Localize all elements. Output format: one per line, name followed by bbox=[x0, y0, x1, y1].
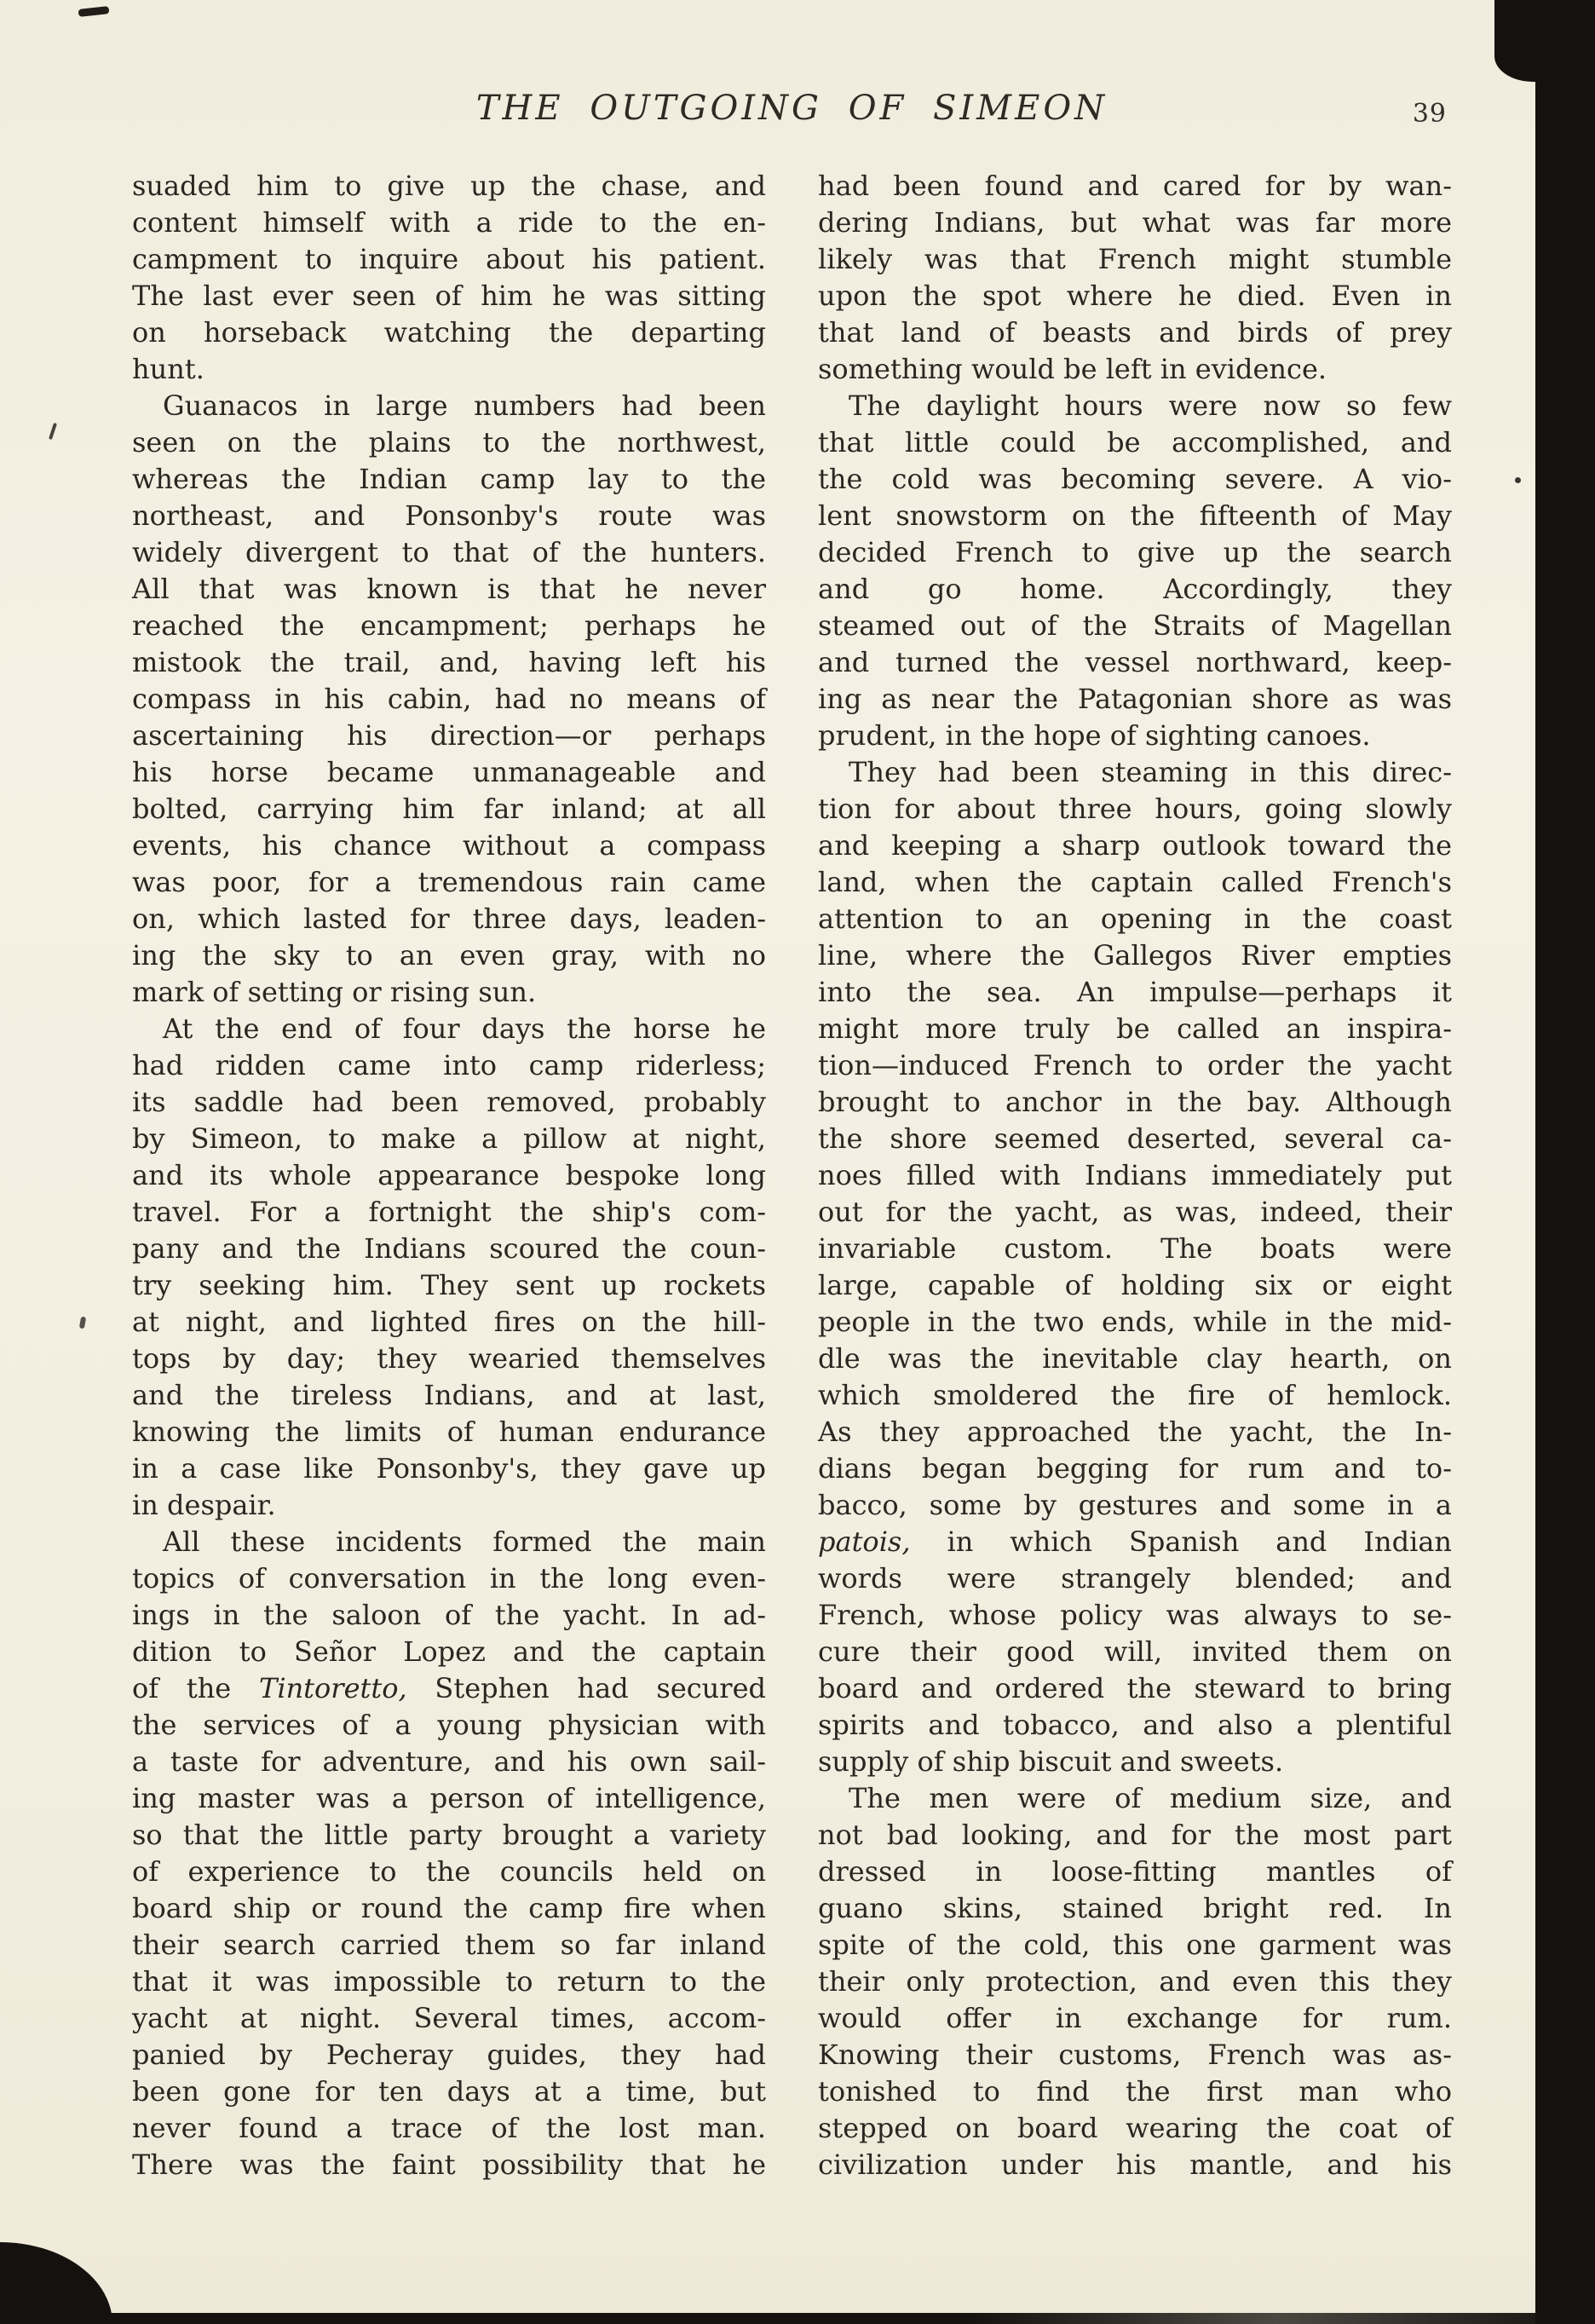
text-line: upon the spot where he died. Even in bbox=[818, 280, 1452, 312]
text-segment: of the bbox=[132, 1672, 259, 1704]
paragraph bbox=[818, 1780, 1452, 2183]
text-line: dle was the inevitable clay hearth, on bbox=[818, 1342, 1452, 1375]
text-line: never found a trace of the lost man. bbox=[132, 2112, 766, 2144]
text-line: the cold was becoming severe. A vio- bbox=[818, 463, 1452, 495]
page-number: 39 bbox=[1412, 99, 1447, 129]
text-line: campment to inquire about his patient. bbox=[132, 243, 766, 275]
text-line: panied by Pecheray guides, they had bbox=[132, 2039, 766, 2071]
text-line: stepped on board wearing the coat of bbox=[818, 2112, 1452, 2144]
left-column bbox=[132, 168, 766, 2183]
text-line: supply of ship biscuit and sweets. bbox=[818, 1745, 1284, 1778]
text-line: guano skins, stained bright red. In bbox=[818, 1892, 1452, 1924]
text-line: their only protection, and even this they bbox=[818, 1965, 1452, 1998]
paragraph bbox=[818, 168, 1452, 388]
text-line: ing master was a person of intelligence, bbox=[132, 1782, 766, 1814]
text-line: ing the sky to an even gray, with no bbox=[132, 939, 766, 972]
text-line: All these incidents formed the main bbox=[163, 1525, 766, 1558]
text-line: in despair. bbox=[132, 1489, 276, 1521]
text-line: topics of conversation in the long even- bbox=[132, 1562, 766, 1595]
text-line: line, where the Gallegos River empties bbox=[818, 939, 1452, 972]
text-line: and its whole appearance bespoke long bbox=[132, 1159, 766, 1191]
text-line: reached the encampment; perhaps he bbox=[132, 609, 766, 642]
text-line: mark of setting or rising sun. bbox=[132, 976, 537, 1008]
scan-speck bbox=[1515, 477, 1521, 483]
page-header bbox=[132, 89, 1452, 140]
text-line: events, his chance without a compass bbox=[132, 829, 766, 862]
text-line: travel. For a fortnight the ship's com- bbox=[132, 1196, 766, 1228]
text-line: into the sea. An impulse—perhaps it bbox=[818, 976, 1452, 1008]
text-line: yacht at night. Several times, accom- bbox=[132, 2002, 766, 2034]
text-line: their search carried them so far inland bbox=[132, 1929, 766, 1961]
scan-corner-top-right bbox=[1494, 0, 1595, 82]
text-line: They had been steaming in this direc- bbox=[849, 756, 1452, 788]
text-line: The daylight hours were now so few bbox=[849, 389, 1452, 422]
text-line: dering Indians, but what was far more bbox=[818, 206, 1452, 239]
running-title: THE OUTGOING OF SIMEON bbox=[475, 89, 1108, 128]
text-line: and keeping a sharp outlook toward the bbox=[818, 829, 1452, 862]
text-line: French, whose policy was always to se- bbox=[818, 1599, 1452, 1631]
text-line: board and ordered the steward to bring bbox=[818, 1672, 1452, 1704]
text-line: widely divergent to that of the hunters. bbox=[132, 536, 766, 568]
text-line: people in the two ends, while in the mid- bbox=[818, 1306, 1452, 1338]
text-line: a taste for adventure, and his own sail- bbox=[132, 1745, 766, 1778]
text-line: content himself with a ride to the en- bbox=[132, 206, 766, 239]
text-line: his horse became unmanageable and bbox=[132, 756, 766, 788]
text-line: and the tireless Indians, and at last, bbox=[132, 1379, 766, 1411]
text-line: civilization under his mantle, and his bbox=[818, 2148, 1452, 2181]
text-line: prudent, in the hope of sighting canoes. bbox=[818, 719, 1371, 752]
text-line: tops by day; they wearied themselves bbox=[132, 1342, 766, 1375]
text-line: pany and the Indians scoured the coun- bbox=[132, 1232, 766, 1265]
text-line: the shore seemed deserted, several ca- bbox=[818, 1122, 1452, 1155]
scan-speck bbox=[78, 6, 110, 17]
text-line: in a case like Ponsonby's, they gave up bbox=[132, 1452, 766, 1485]
text-line: invariable custom. The boats were bbox=[818, 1232, 1452, 1265]
text-line: Guanacos in large numbers had been bbox=[163, 389, 766, 422]
italic-text: Tintoretto, bbox=[258, 1672, 407, 1704]
text-line: try seeking him. They sent up rockets bbox=[132, 1269, 766, 1301]
italic-text: patois, bbox=[818, 1525, 911, 1558]
text-line: All that was known is that he never bbox=[132, 573, 766, 605]
text-line: large, capable of holding six or eight bbox=[818, 1269, 1452, 1301]
text-line: spirits and tobacco, and also a plentiful bbox=[818, 1709, 1452, 1741]
scan-edge-right bbox=[1535, 0, 1595, 2324]
text-line: suaded him to give up the chase, and bbox=[132, 170, 766, 202]
text-line: seen on the plains to the northwest, bbox=[132, 426, 766, 458]
text-line: whereas the Indian camp lay to the bbox=[132, 463, 766, 495]
text-line: dressed in loose-fitting mantles of bbox=[818, 1855, 1452, 1888]
text-line: The men were of medium size, and bbox=[849, 1782, 1452, 1814]
text-line: the services of a young physician with bbox=[132, 1709, 766, 1741]
paragraph bbox=[132, 388, 766, 1011]
text-line: There was the faint possibility that he bbox=[132, 2148, 766, 2181]
paragraph bbox=[132, 1011, 766, 1524]
text-line: that little could be accomplished, and bbox=[818, 426, 1452, 458]
scan-speck bbox=[49, 423, 57, 440]
text-line: likely was that French might stumble bbox=[818, 243, 1452, 275]
scan-speck bbox=[79, 1317, 86, 1329]
scan-edge-bottom bbox=[0, 2313, 1595, 2324]
text-line: on horseback watching the departing bbox=[132, 316, 766, 349]
text-line: cure their good will, invited them on bbox=[818, 1635, 1452, 1668]
text-line: and go home. Accordingly, they bbox=[818, 573, 1452, 605]
text-segment: Stephen had secured bbox=[406, 1672, 767, 1704]
text-line: been gone for ten days at a time, but bbox=[132, 2075, 766, 2108]
text-line: was poor, for a tremendous rain came bbox=[132, 866, 766, 898]
text-line: had been found and cared for by wan- bbox=[818, 170, 1452, 202]
text-line: attention to an opening in the coast bbox=[818, 902, 1452, 935]
paragraph bbox=[132, 168, 766, 388]
text-line: dians began begging for rum and to- bbox=[818, 1452, 1452, 1485]
text-line: tion—induced French to order the yacht bbox=[818, 1049, 1452, 1081]
text-line: brought to anchor in the bay. Although bbox=[818, 1086, 1452, 1118]
text-line: noes filled with Indians immediately put bbox=[818, 1159, 1452, 1191]
text-line: bacco, some by gestures and some in a bbox=[818, 1489, 1452, 1521]
text-line: something would be left in evidence. bbox=[818, 353, 1327, 385]
text-line: of experience to the councils held on bbox=[132, 1855, 766, 1888]
text-line: spite of the cold, this one garment was bbox=[818, 1929, 1452, 1961]
text-segment: in which Spanish and Indian bbox=[910, 1525, 1452, 1558]
text-line: so that the little party brought a variety bbox=[132, 1819, 766, 1851]
text-line: tonished to find the first man who bbox=[818, 2075, 1452, 2108]
text-line: At the end of four days the horse he bbox=[163, 1012, 766, 1045]
text-line: ing as near the Patagonian shore as was bbox=[818, 683, 1452, 715]
text-line: lent snowstorm on the fifteenth of May bbox=[818, 499, 1452, 532]
text-line: that land of beasts and birds of prey bbox=[818, 316, 1452, 349]
text-line: decided French to give up the search bbox=[818, 536, 1452, 568]
text-line: might more truly be called an inspira- bbox=[818, 1012, 1452, 1045]
text-line bbox=[132, 1670, 766, 1707]
scan-corner-bottom-left bbox=[0, 2242, 112, 2324]
text-block bbox=[132, 168, 1452, 2183]
text-line: dition to Señor Lopez and the captain bbox=[132, 1635, 766, 1668]
text-line: words were strangely blended; and bbox=[818, 1562, 1452, 1595]
text-line: would offer in exchange for rum. bbox=[818, 2002, 1452, 2034]
text-line: bolted, carrying him far inland; at all bbox=[132, 793, 766, 825]
text-line: The last ever seen of him he was sitting bbox=[132, 280, 766, 312]
text-line: on, which lasted for three days, leaden- bbox=[132, 902, 766, 935]
text-line: land, when the captain called French's bbox=[818, 866, 1452, 898]
text-line: As they approached the yacht, the In- bbox=[818, 1416, 1452, 1448]
text-line: not bad looking, and for the most part bbox=[818, 1819, 1452, 1851]
text-line: steamed out of the Straits of Magellan bbox=[818, 609, 1452, 642]
paragraph bbox=[132, 1524, 766, 2183]
paragraph bbox=[818, 754, 1452, 1780]
text-line: that it was impossible to return to the bbox=[132, 1965, 766, 1998]
text-line: at night, and lighted fires on the hill- bbox=[132, 1306, 766, 1338]
text-line: hunt. bbox=[132, 353, 204, 385]
text-line: board ship or round the camp fire when bbox=[132, 1892, 766, 1924]
text-line: knowing the limits of human endurance bbox=[132, 1416, 766, 1448]
text-line: which smoldered the fire of hemlock. bbox=[818, 1379, 1452, 1411]
text-line: and turned the vessel northward, keep- bbox=[818, 646, 1452, 678]
text-line: northeast, and Ponsonby's route was bbox=[132, 499, 766, 532]
text-line: ings in the saloon of the yacht. In ad- bbox=[132, 1599, 766, 1631]
text-line: its saddle had been removed, probably bbox=[132, 1086, 766, 1118]
text-line bbox=[818, 1524, 1452, 1560]
text-line: by Simeon, to make a pillow at night, bbox=[132, 1122, 766, 1155]
text-line: tion for about three hours, going slowly bbox=[818, 793, 1452, 825]
paragraph bbox=[818, 388, 1452, 754]
text-line: ascertaining his direction—or perhaps bbox=[132, 719, 766, 752]
text-line: mistook the trail, and, having left his bbox=[132, 646, 766, 678]
right-column bbox=[818, 168, 1452, 2183]
text-line: Knowing their customs, French was as- bbox=[818, 2039, 1452, 2071]
text-line: compass in his cabin, had no means of bbox=[132, 683, 766, 715]
text-line: had ridden came into camp riderless; bbox=[132, 1049, 766, 1081]
text-line: out for the yacht, as was, indeed, their bbox=[818, 1196, 1452, 1228]
